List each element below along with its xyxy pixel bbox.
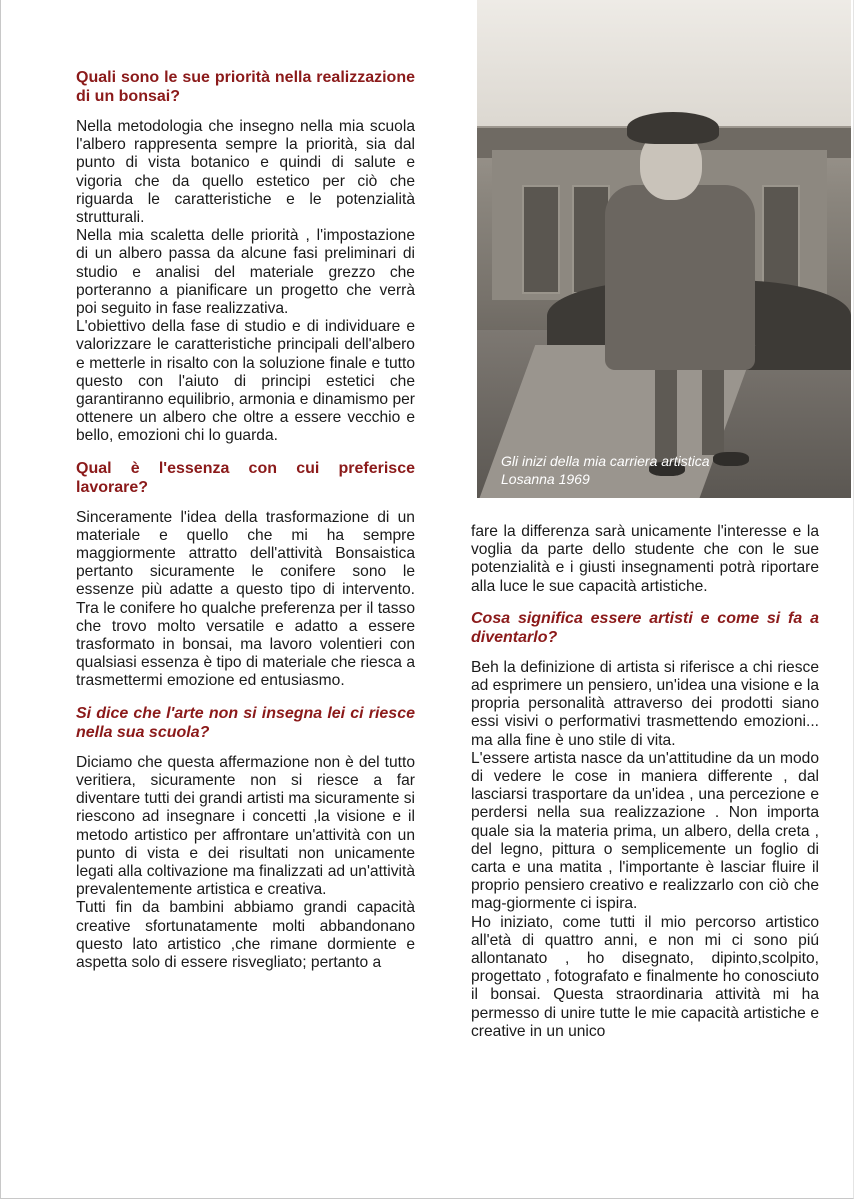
photo-child-shoe bbox=[713, 452, 749, 466]
caption-line: Losanna 1969 bbox=[501, 471, 590, 487]
photo-child-hat bbox=[627, 112, 719, 144]
question-being-artist-heading: Cosa significa essere artisti e come si fa a diventarlo? bbox=[471, 609, 819, 646]
caption-line: Gli inizi della mia carriera artistica bbox=[501, 453, 710, 469]
childhood-photo bbox=[477, 0, 851, 498]
answer-art-teaching bbox=[76, 754, 415, 972]
paragraph: L'essere artista nasce da un'attitudine da un modo di vedere le cose in maniera differente , dal lasciarsi trasportare da un'idea , una percezione e perdersi nella sua realizzazione . Non importa quale sia la materia prima, un albero, della creta , del legno, pittura o semplicemente un foglio di carta e una matita , l'importante è lasciar fluire il proprio pensiero creativo e realizzarlo con ciò che mag-giormente ci ispira. bbox=[471, 749, 819, 913]
paragraph: Tutti fin da bambini abbiamo grandi capacità creative sfortunatamente molti abbandonano questo lato artistico ,che rimane dormiente e aspetta solo di essere risvegliato; pertanto a bbox=[76, 899, 415, 971]
photo-sky bbox=[477, 0, 851, 126]
paragraph: Beh la definizione di artista si riferisce a chi riesce ad esprimere un pensiero, un'idea una visione e la propria personalità attraverso dei prodotti siano essi visivi o performativi trasmettendo emozioni... ma alla fine è uno stile di vita. bbox=[471, 658, 819, 749]
right-column bbox=[471, 523, 819, 1054]
paragraph: L'obiettivo della fase di studio e di individuare e valorizzare le caratteristiche principali dell'albero e metterle in risalto con la soluzione finale e tutto questo con l'aiuto di principi estetici che garantiranno equilibrio, armonia e dinamismo per ottenere un albero che oltre a essere vecchio e bello, emozioni chi lo guarda. bbox=[76, 318, 415, 445]
paragraph: fare la differenza sarà unicamente l'interesse e la voglia da parte dello studente che con le sue potenzialità e i giusti insegnamenti potrà riportare alla luce le sue capacità artistiche. bbox=[471, 523, 819, 595]
left-column bbox=[76, 68, 415, 985]
photo-child-leg bbox=[655, 370, 677, 465]
paragraph: Nella metodologia che insegno nella mia scuola l'albero rappresenta sempre la priorità, sia dal punto di vista botanico e quindi di salute e vigoria che da quello estetico per ciò che riguarda le caratteristiche e le potenzialità strutturali. bbox=[76, 118, 415, 227]
answer-essence bbox=[76, 509, 415, 691]
question-priorities-heading: Quali sono le sue priorità nella realizzazione di un bonsai? bbox=[76, 69, 415, 105]
answer-art-teaching-continued bbox=[471, 523, 819, 596]
photo-child-leg bbox=[702, 370, 724, 455]
photo-child-coat bbox=[605, 185, 755, 370]
answer-being-artist bbox=[471, 659, 819, 1041]
paragraph: Diciamo che questa affermazione non è del tutto veritiera, sicuramente non si riesce a far diventare tutti dei grandi artisti ma sicuramente si riescono ad insegnare i concetti ,la visione e il metodo artistico per affrontare un'attività con un punto di vista e dei risultati non unicamente legati alla coltivazione ma finalizzati ad un'attività prevalentemente artistica e creativa. bbox=[76, 753, 415, 899]
photo-window bbox=[762, 185, 800, 294]
answer-priorities bbox=[76, 118, 415, 446]
question-essence-heading: Qual è l'essenza con cui preferisce lavorare? bbox=[76, 459, 415, 496]
paragraph: Sinceramente l'idea della trasformazione di un materiale e quello che mi ha sempre maggiormente attratto dell'attività Bonsaistica pertanto sicuramente le conifere sono le essenze più adatte a questo tipo di intervento. Tra le conifere ho qualche preferenza per il tasso che trovo molto versatile e adatto a essere trasformato in bonsai, ma lavoro volentieri con qualsiasi essenza è tipo di materiale che riesca a trasmettermi emozione ed entusiasmo. bbox=[76, 508, 415, 690]
photo-caption bbox=[501, 452, 710, 488]
paragraph: Ho iniziato, come tutti il mio percorso artistico all'età di quattro anni, e non mi ci sono piú allontanato , ho disegnato, dipinto,scolpito, progettato , fotografato e finalmente ho conosciuto il bonsai. Questa straordinaria attività mi ha permesso di unire tutte le mie capacità artistiche e creative in un unico bbox=[471, 913, 819, 1040]
paragraph: Nella mia scaletta delle priorità , l'impostazione di un albero passa da alcune fasi preliminari di studio e analisi del materiale grezzo che porteranno a pianificare un progetto che verrà poi seguito in fase realizzativa. bbox=[76, 227, 415, 318]
question-art-teaching-heading: Si dice che l'arte non si insegna lei ci riesce nella sua scuola? bbox=[76, 704, 415, 741]
photo-window bbox=[522, 185, 560, 294]
